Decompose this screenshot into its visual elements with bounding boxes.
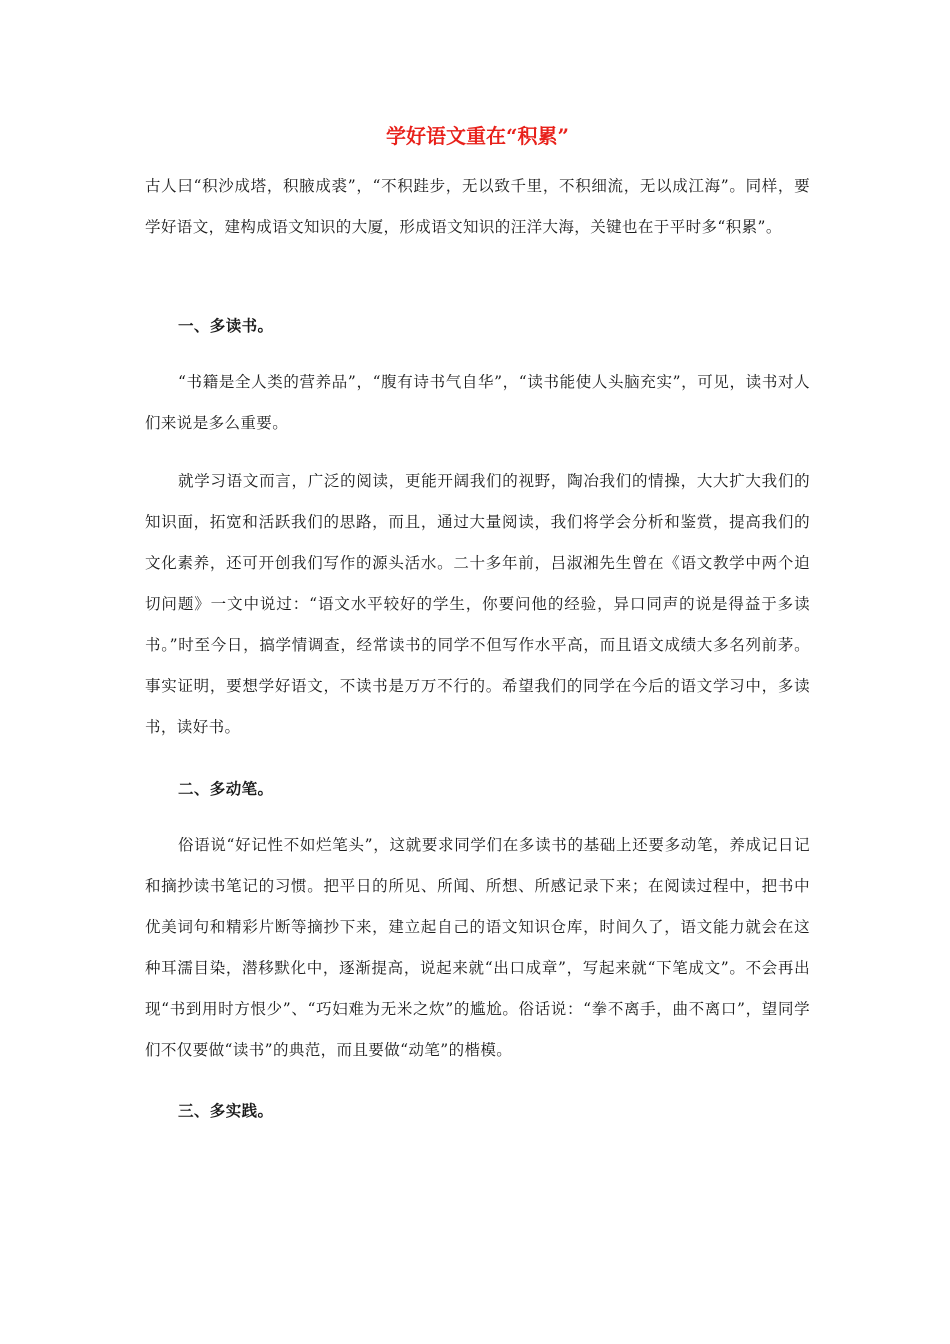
- section2-heading: 二、多动笔。: [178, 779, 274, 798]
- section1-heading: 一、多读书。: [178, 316, 274, 335]
- section1-paragraph-1: “书籍是全人类的营养品”，“腹有诗书气自华”，“读书能使人头脑充实”，可见，读书对人们来说是多么重要。: [145, 373, 810, 432]
- section2-paragraph-1: 俗语说“好记性不如烂笔头”，这就要求同学们在多读书的基础上还要多动笔，养成记日记和摘抄读书笔记的习惯。把平日的所见、所闻、所想、所感记录下来；在阅读过程中，把书中优美词句和精彩片断等摘抄下来，建立起自己的语文知识仓库，时间久了，语文能力就会在这种耳濡目染，潜移默化中，逐渐提高，说起来就“出口成章”，写起来就“下笔成文”。不会再出现“书到用时方恨少”、“巧妇难为无米之炊”的尴尬。俗话说：“拳不离手，曲不离口”，望同学们不仅要做“读书”的典范，而且要做“动笔”的楷模。: [145, 836, 810, 1059]
- intro-paragraph: 古人曰“积沙成塔，积腋成裘”，“不积跬步，无以致千里，不积细流，无以成江海”。同样，要学好语文，建构成语文知识的大厦，形成语文知识的汪洋大海，关键也在于平时多“积累”。: [145, 177, 810, 236]
- section1-paragraph-2: 就学习语文而言，广泛的阅读，更能开阔我们的视野，陶冶我们的情操，大大扩大我们的知识面，拓宽和活跃我们的思路，而且，通过大量阅读，我们将学会分析和鉴赏，提高我们的文化素养，还可开创我们写作的源头活水。二十多年前，吕淑湘先生曾在《语文教学中两个迫切问题》一文中说过：“语文水平较好的学生，你要问他的经验，异口同声的说是得益于多读书。”时至今日，搞学情调查，经常读书的同学不但写作水平高，而且语文成绩大多名列前茅。事实证明，要想学好语文，不读书是万万不行的。希望我们的同学在今后的语文学习中，多读书，读好书。: [145, 472, 810, 736]
- document-title: 学好语文重在“积累”: [385, 124, 569, 148]
- section3-heading: 三、多实践。: [178, 1101, 274, 1120]
